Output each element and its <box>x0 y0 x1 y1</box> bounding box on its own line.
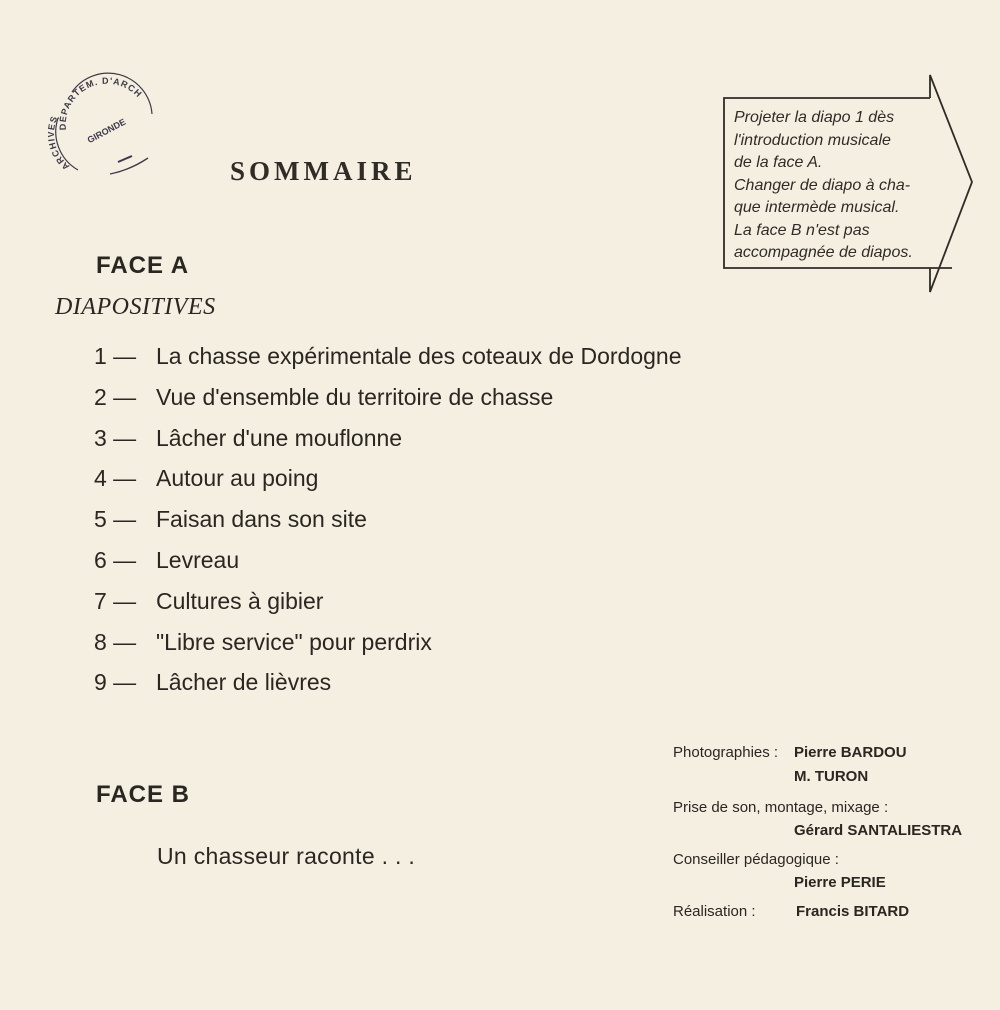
page-title: SOMMAIRE <box>230 156 417 186</box>
svg-text:DÉPARTEM. D'ARCH <box>58 76 145 131</box>
slide-title: Lâcher d'une mouflonne <box>156 424 403 451</box>
advisor-name: Pierre PERIE <box>794 874 886 891</box>
stamp-center-text: GIRONDE <box>85 116 128 146</box>
direction-name: Francis BITARD <box>796 903 910 920</box>
slide-title: Cultures à gibier <box>156 587 324 614</box>
slide-title: Autour au poing <box>156 465 319 492</box>
slide-item <box>94 587 682 628</box>
stamp-side-text: ARC S <box>48 114 72 173</box>
note-line: l'introduction musicale <box>734 131 891 149</box>
slide-item <box>94 464 682 505</box>
direction-label: Réalisation : <box>673 903 756 920</box>
photo-name-1: Pierre BARDOU <box>794 744 907 761</box>
note-line: Changer de diapo à cha- <box>734 176 911 194</box>
slide-item <box>94 424 682 465</box>
photo-label: Photographies : <box>673 744 779 761</box>
note-line: Projeter la diapo 1 dès <box>734 109 895 126</box>
face-b-heading: FACE B <box>96 781 191 808</box>
slide-number: 3 — <box>94 424 137 451</box>
slide-item <box>94 505 682 546</box>
slide-number: 1 — <box>94 343 137 369</box>
note-line: La face B n'est pas <box>734 221 870 239</box>
slide-item <box>94 383 682 424</box>
sound-name: Gérard SANTALIESTRA <box>794 822 963 839</box>
note-line: que intermède musical. <box>734 199 900 216</box>
instruction-note <box>722 72 974 298</box>
slide-item <box>94 628 682 669</box>
slide-item <box>94 668 682 709</box>
slide-number: 7 — <box>94 587 137 614</box>
slide-list <box>94 342 682 709</box>
slide-title: "Libre service" pour perdrix <box>156 628 432 655</box>
slide-title: Lâcher de lièvres <box>156 669 332 696</box>
note-line: de la face A. <box>734 154 823 171</box>
slide-number: 9 — <box>94 669 137 696</box>
slide-number: 6 — <box>94 546 137 573</box>
note-text <box>734 107 944 265</box>
slide-number: 5 — <box>94 506 137 533</box>
slide-number: 4 — <box>94 465 137 492</box>
slide-title: Faisan dans son site <box>156 506 367 533</box>
slide-title: Levreau <box>156 546 240 573</box>
archive-stamp <box>48 70 160 182</box>
sound-label: Prise de son, montage, mixage : <box>673 799 889 816</box>
slide-number: 2 — <box>94 383 137 410</box>
diapositives-label: DIAPOSITIVES <box>55 294 216 320</box>
slide-item <box>94 546 682 587</box>
slide-title: Vue d'ensemble du territoire de chasse <box>156 383 554 410</box>
slide-number: 8 — <box>94 628 137 655</box>
photo-name-2: M. TURON <box>794 768 869 785</box>
face-b-description: Un chasseur raconte . . . <box>157 843 416 869</box>
slide-item <box>94 342 682 383</box>
advisor-label: Conseiller pédagogique : <box>673 851 839 868</box>
stamp-top-text: DÉPARTEM. D'ARCH <box>57 75 145 131</box>
note-line: accompagnée de diapos. <box>734 244 913 261</box>
face-a-heading: FACE A <box>96 252 190 279</box>
slide-title: La chasse expérimentale des coteaux de Dordogne <box>156 343 682 369</box>
